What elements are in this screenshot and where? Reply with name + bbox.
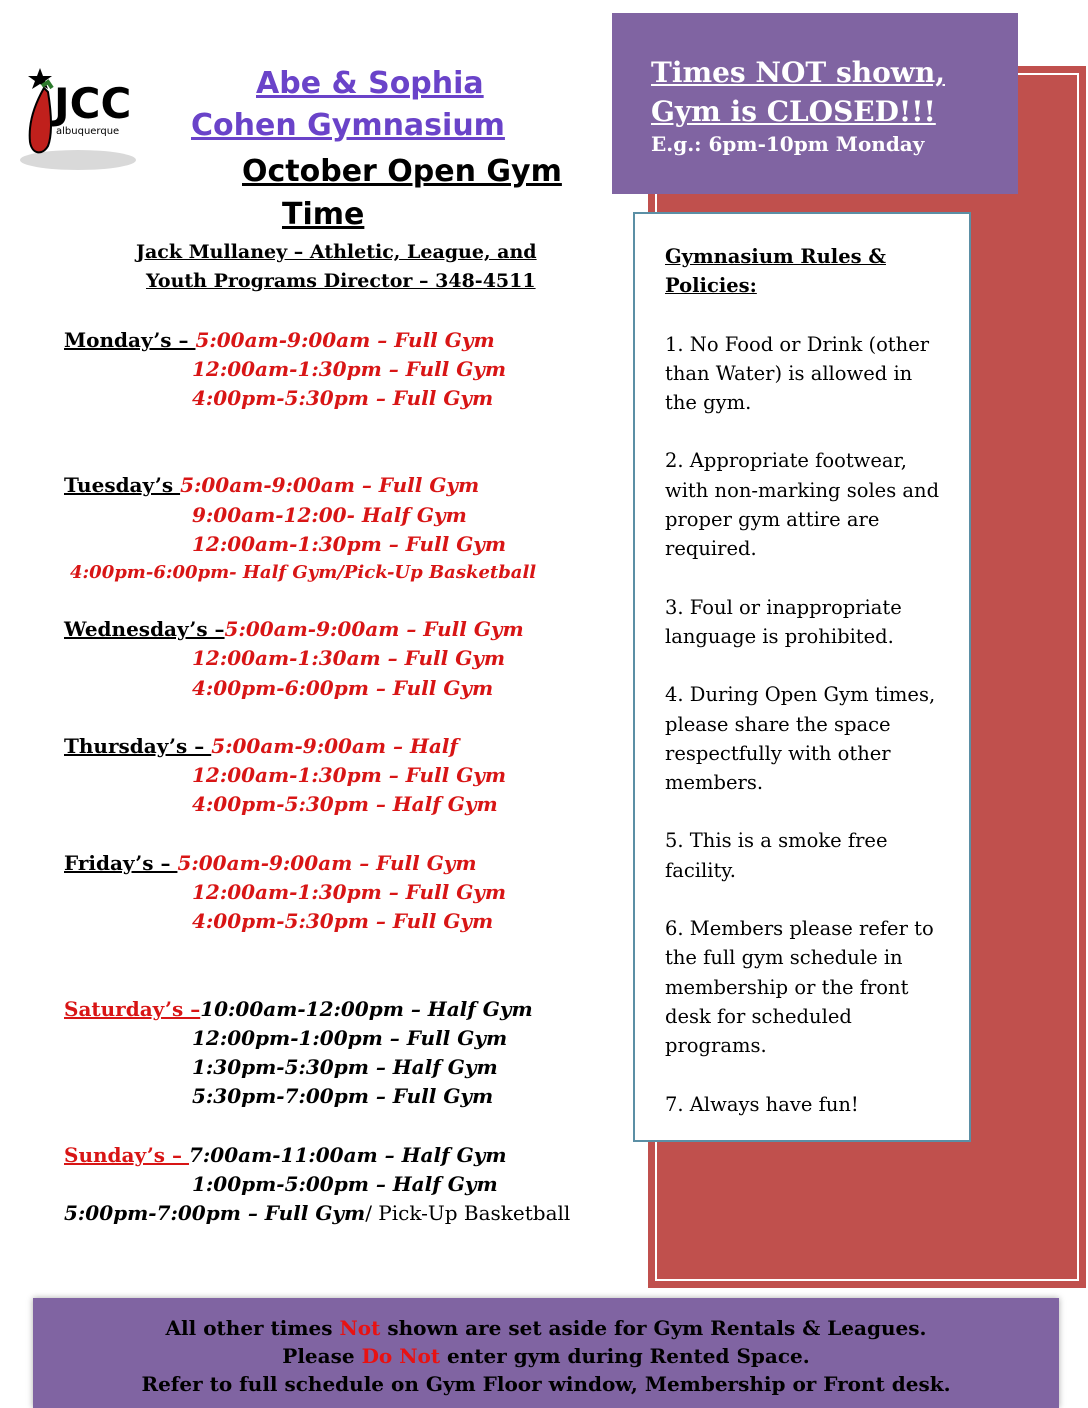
wednesday-row-1: [64, 615, 524, 644]
tuesday-label: Tuesday’s: [64, 473, 181, 497]
sunday-label: Sunday’s –: [64, 1143, 189, 1167]
rule-item: 1. No Food or Drink (other than Water) is allowed in the gym.: [665, 332, 930, 415]
logo-text: JCC: [54, 79, 132, 128]
footer-line-2-c: enter gym during Rented Space.: [440, 1344, 810, 1368]
director-line-1: Jack Mullaney – Athletic, League, and: [136, 241, 537, 263]
friday-time-1: 5:00am-9:00am – Full Gym: [177, 851, 477, 875]
footer-line-1-a: All other times: [165, 1316, 340, 1340]
rule-item: 7. Always have fun!: [665, 1092, 859, 1116]
jcc-logo: [18, 62, 140, 174]
notice-line-2: Gym is CLOSED!!!: [651, 95, 936, 128]
footer-line-1-emph: Not: [339, 1316, 381, 1340]
monday-row-1: [64, 326, 495, 355]
footer-banner: [33, 1298, 1059, 1408]
thursday-row-1: [64, 732, 458, 761]
monday-label: Monday’s –: [64, 328, 196, 352]
wednesday-time-1: 5:00am-9:00am – Full Gym: [224, 617, 524, 641]
title-line-4: Time: [282, 197, 365, 232]
monday-time-1: 5:00am-9:00am – Full Gym: [195, 328, 495, 352]
footer-line-2: [33, 1342, 1059, 1370]
saturday-time-2: 12:00pm-1:00pm – Full Gym: [192, 1026, 508, 1050]
notice-line-3: E.g.: 6pm-10pm Monday: [651, 132, 925, 156]
sunday-time-3: 5:00pm-7:00pm – Full Gym: [64, 1201, 366, 1225]
sunday-row-3: [64, 1199, 570, 1228]
rule-item: 5. This is a smoke free facility.: [665, 829, 888, 882]
tuesday-time-3: 12:00am-1:30pm – Full Gym: [192, 532, 507, 556]
friday-label: Friday’s –: [64, 851, 178, 875]
thursday-time-2: 12:00am-1:30pm – Full Gym: [192, 763, 507, 787]
friday-time-2: 12:00am-1:30pm – Full Gym: [192, 880, 507, 904]
tuesday-time-1: 5:00am-9:00am – Full Gym: [180, 473, 480, 497]
monday-time-3: 4:00pm-5:30pm – Full Gym: [192, 386, 494, 410]
notice-line-1: Times NOT shown,: [651, 56, 945, 89]
saturday-time-3: 1:30pm-5:30pm – Half Gym: [192, 1055, 498, 1079]
title-line-2: Cohen Gymnasium: [191, 108, 505, 143]
logo-subtext: albuquerque: [56, 126, 120, 137]
sunday-time-2: 1:00pm-5:00pm – Half Gym: [192, 1172, 498, 1196]
wednesday-label: Wednesday’s –: [64, 617, 225, 641]
rule-item: 2. Appropriate footwear, with non-marking soles and proper gym attire are required.: [665, 449, 940, 561]
rule-item: 4. During Open Gym times, please share the space respectfully with other members.: [665, 683, 936, 795]
thursday-time-1: 5:00am-9:00am – Half: [211, 734, 459, 758]
thursday-time-3: 4:00pm-5:30pm – Half Gym: [192, 792, 498, 816]
sunday-time-1: 7:00am-11:00am – Half Gym: [188, 1143, 507, 1167]
rules-heading-line-2: Policies:: [665, 274, 757, 298]
closed-notice-box: [612, 13, 1018, 194]
rules-box: [633, 212, 971, 1142]
wednesday-time-2: 12:00am-1:30am – Full Gym: [192, 646, 506, 670]
wednesday-time-3: 4:00pm-6:00pm – Full Gym: [192, 676, 494, 700]
sunday-time-3-note: / Pick-Up Basketball: [365, 1201, 571, 1225]
saturday-row-1: [64, 995, 533, 1024]
saturday-label: Saturday’s –: [64, 997, 201, 1021]
footer-line-2-emph: Do Not: [361, 1344, 441, 1368]
tuesday-time-2: 9:00am-12:00- Half Gym: [192, 503, 467, 527]
monday-time-2: 12:00am-1:30pm – Full Gym: [192, 357, 507, 381]
saturday-time-1: 10:00am-12:00pm – Half Gym: [200, 997, 533, 1021]
rules-heading-line-1: Gymnasium Rules &: [665, 245, 886, 268]
title-line-1: Abe & Sophia: [256, 66, 484, 101]
saturday-time-4: 5:30pm-7:00pm – Full Gym: [192, 1084, 494, 1108]
footer-line-1-c: shown are set aside for Gym Rentals & Leagues.: [380, 1316, 927, 1340]
rule-item: 6. Members please refer to the full gym schedule in membership or the front desk for scheduled programs.: [665, 917, 934, 1058]
sunday-row-1: [64, 1141, 507, 1170]
friday-row-1: [64, 849, 477, 878]
rule-item: 3. Foul or inappropriate language is prohibited.: [665, 595, 902, 648]
tuesday-row-1: [64, 471, 479, 500]
director-line-2: Youth Programs Director – 348-4511: [146, 270, 536, 292]
footer-line-1: [33, 1314, 1059, 1342]
rules-heading: [665, 242, 949, 301]
tuesday-time-4: 4:00pm-6:00pm- Half Gym/Pick-Up Basketball: [70, 562, 537, 583]
title-line-3: October Open Gym: [242, 154, 562, 189]
footer-line-2-a: Please: [282, 1344, 362, 1368]
friday-time-3: 4:00pm-5:30pm – Full Gym: [192, 909, 494, 933]
footer-line-3: Refer to full schedule on Gym Floor window, Membership or Front desk.: [141, 1372, 951, 1396]
thursday-label: Thursday’s –: [64, 734, 212, 758]
